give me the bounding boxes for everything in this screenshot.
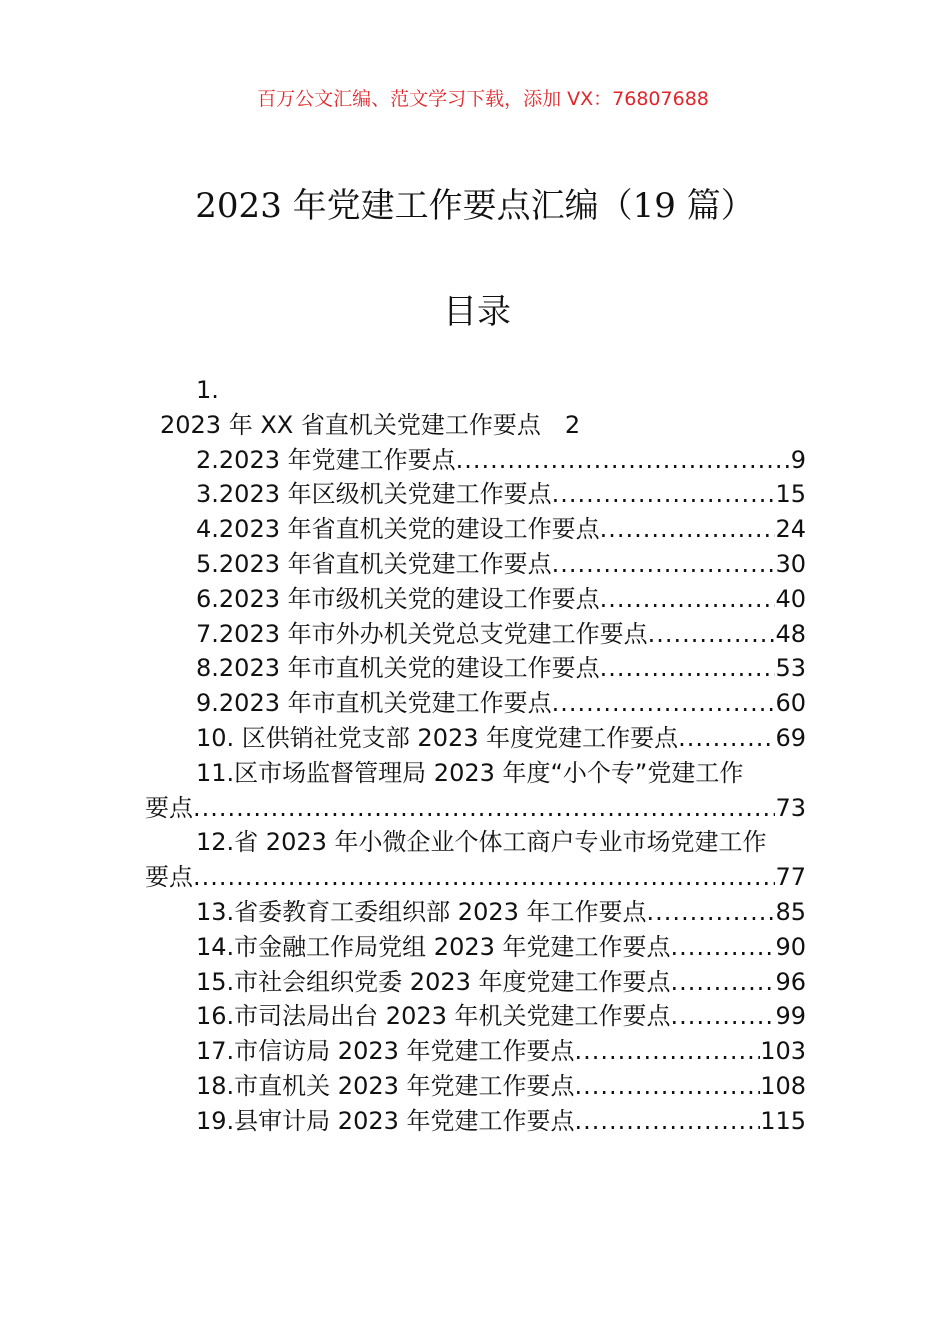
toc-entry[interactable] (145, 860, 806, 895)
entry-page: 90 (775, 932, 806, 961)
leader-dots (600, 582, 776, 617)
entry-page: 60 (775, 689, 806, 718)
leader-dots (671, 965, 776, 1000)
toc-entry[interactable] (145, 686, 806, 721)
toc-entry[interactable] (145, 999, 806, 1034)
toc-entry[interactable] (145, 582, 806, 617)
entry-number: 1. (196, 376, 219, 404)
entry-title: 15.市社会组织党委 2023 年度党建工作要点 (196, 967, 671, 996)
entry-page: 73 (775, 793, 806, 822)
leader-dots (575, 1034, 761, 1069)
leader-dots (671, 930, 776, 965)
leader-dots (552, 686, 776, 721)
toc-entry-first-line[interactable]: 11.区市场监督管理局 2023 年度“小个专”党建工作 (196, 758, 744, 787)
entry-page: 2 (564, 410, 581, 439)
entry-title: 3.2023 年区级机关党建工作要点 (196, 480, 552, 509)
entry-title: 8.2023 年市直机关党的建设工作要点 (196, 654, 600, 683)
entry-page: 77 (775, 863, 806, 892)
entry-title: 13.省委教育工委组织部 2023 年工作要点 (196, 897, 647, 926)
leader-dots (552, 477, 776, 512)
entry-title: 2.2023 年党建工作要点 (196, 445, 456, 474)
toc-entry[interactable] (145, 617, 806, 652)
leader-dots (647, 895, 776, 930)
entry-page: 96 (775, 967, 806, 996)
toc-entry[interactable] (145, 1104, 806, 1139)
toc-entry[interactable] (145, 721, 806, 756)
leader-dots (648, 617, 776, 652)
entry-title: 要点 (145, 793, 193, 822)
leader-dots (600, 651, 776, 686)
toc-entry[interactable] (145, 477, 806, 512)
leader-dots (600, 512, 776, 547)
entry-title: 14.市金融工作局党组 2023 年党建工作要点 (196, 932, 671, 961)
entry-title: 9.2023 年市直机关党建工作要点 (196, 689, 552, 718)
toc-entry[interactable] (145, 930, 806, 965)
table-of-contents (145, 373, 806, 1139)
entry-page: 30 (775, 549, 806, 578)
toc-entry[interactable] (145, 408, 806, 443)
entry-title: 5.2023 年省直机关党建工作要点 (196, 549, 552, 578)
entry-title: 6.2023 年市级机关党的建设工作要点 (196, 584, 600, 613)
leader-dots (552, 547, 776, 582)
toc-entry-number[interactable] (145, 373, 806, 408)
entry-page: 108 (760, 1071, 806, 1100)
entry-page: 48 (775, 619, 806, 648)
toc-entry[interactable] (145, 965, 806, 1000)
entry-title: 7.2023 年市外办机关党总支党建工作要点 (196, 619, 648, 648)
document-title: 2023 年党建工作要点汇编（19 篇） (195, 186, 755, 226)
entry-page: 9 (790, 445, 806, 474)
leader-dots (671, 999, 776, 1034)
leader-dots (456, 443, 791, 478)
entry-page: 85 (775, 897, 806, 926)
leader-dots (193, 860, 775, 895)
leader-dots (678, 721, 775, 756)
leader-dots (575, 1104, 761, 1139)
toc-entry[interactable] (145, 443, 806, 478)
entry-page: 69 (775, 723, 806, 752)
entry-title: 4.2023 年省直机关党的建设工作要点 (196, 515, 600, 544)
toc-entry[interactable] (145, 895, 806, 930)
entry-title: 16.市司法局出台 2023 年机关党建工作要点 (196, 1002, 671, 1031)
entry-title: 要点 (145, 863, 193, 892)
toc-entry[interactable] (145, 791, 806, 826)
toc-entry[interactable] (145, 1069, 806, 1104)
toc-entry[interactable] (145, 651, 806, 686)
toc-heading: 目录 (443, 292, 511, 332)
entry-page: 53 (775, 654, 806, 683)
entry-page: 40 (775, 584, 806, 613)
entry-page: 115 (760, 1106, 806, 1135)
entry-page: 99 (775, 1002, 806, 1031)
leader-dots (575, 1069, 761, 1104)
entry-title: 18.市直机关 2023 年党建工作要点 (196, 1071, 575, 1100)
toc-entry[interactable] (145, 1034, 806, 1069)
toc-entry[interactable] (145, 512, 806, 547)
leader-dots (193, 791, 775, 826)
toc-entry[interactable] (145, 547, 806, 582)
entry-title: 2023 年 XX 省直机关党建工作要点 (160, 410, 541, 439)
entry-page: 24 (775, 515, 806, 544)
entry-title: 17.市信访局 2023 年党建工作要点 (196, 1037, 575, 1066)
entry-page: 15 (775, 480, 806, 509)
toc-entry-first-line[interactable]: 12.省 2023 年小微企业个体工商户专业市场党建工作 (196, 828, 767, 857)
entry-title: 10. 区供销社党支部 2023 年度党建工作要点 (196, 723, 679, 752)
entry-title: 19.县审计局 2023 年党建工作要点 (196, 1106, 575, 1135)
entry-page: 103 (760, 1037, 806, 1066)
watermark-banner: 百万公文汇编、范文学习下载，添加 VX：76807688 (257, 88, 709, 110)
